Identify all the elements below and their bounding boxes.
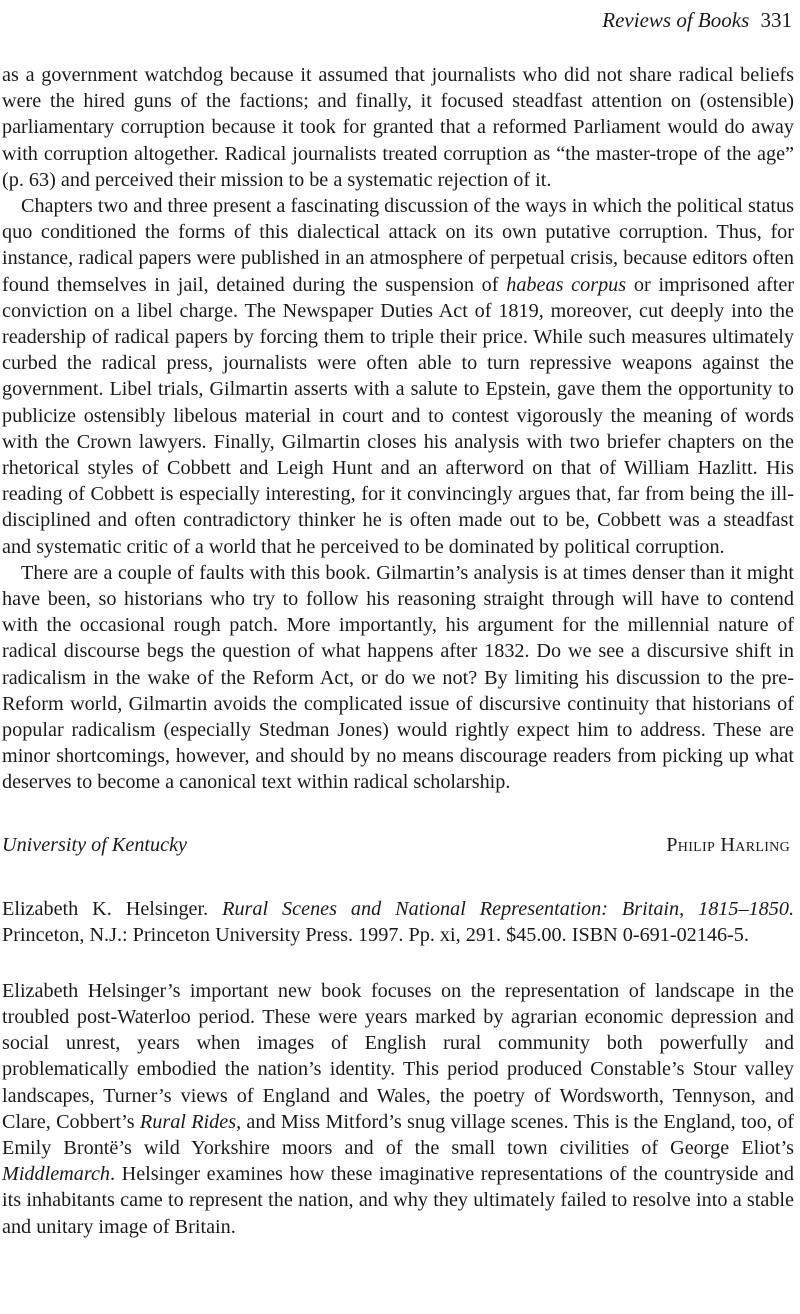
italic-title: Rural Rides xyxy=(139,1110,237,1133)
book-citation xyxy=(2,896,794,948)
italic-title: Middlemarch xyxy=(2,1163,111,1186)
page-number: 331 xyxy=(760,8,792,32)
paragraph-text: Chapters two and three present a fascinating discussion of the ways in which the political status quo conditioned the forms of this dialectical attack on its own putative corruption. Thus, for instance, radical papers were published in an atmosphere of perpetual crisis, because editors often found themselves in jail, detained during the suspension of xyxy=(2,195,794,296)
paragraph-text: or imprisoned after conviction on a libel charge. The Newspaper Duties Act of 1819, moreover, cut deeply into the readership of radical papers by forcing them to triple their price. While such measures ultimately curbed the radical press, journalists were often able to turn repressive weapons against the government. Libel trials, Gilmartin asserts with a salute to Epstein, gave them the opportunity to publicize ostensibly libelous material in court and to contest vigorously the meaning of words with the Crown lawyers. Finally, Gilmartin closes his analysis with two briefer chapters on the rhetorical styles of Cobbett and Leigh Hunt and an afterword on that of William Hazlitt. His reading of Cobbett is especially interesting, for it convincingly argues that, far from being the ill-disciplined and often contradictory thinker he is often made out to be, Cobbett was a steadfast and systematic critic of a world that he perceived to be dominated by political corruption. xyxy=(2,273,795,558)
review1-paragraph-1 xyxy=(2,62,794,193)
review1-paragraph-3 xyxy=(2,560,794,796)
reviewer-affiliation: University of Kentucky xyxy=(2,833,187,856)
review1-paragraph-2 xyxy=(2,193,794,560)
book-publication: Princeton, N.J.: Princeton University Press. 1997. Pp. xi, 291. $45.00. ISBN 0-691-02146-5. xyxy=(2,923,749,946)
page-body xyxy=(2,62,794,1240)
running-head xyxy=(602,6,792,34)
paragraph-text: , and Miss Mitford’s snug village scenes. This is the England, too, of Emily Brontë’s wild Yorkshire moors and of the small town civilities of George Eliot’s xyxy=(2,1110,795,1159)
book-title: Rural Scenes and National Representation: Britain, 1815–1850. xyxy=(222,897,794,920)
italic-term: habeas corpus xyxy=(506,273,627,296)
paragraph-text: There are a couple of faults with this book. Gilmartin’s analysis is at times denser than it might have been, so historians who try to follow his reasoning straight through will have to contend with the occasional rough patch. More importantly, his argument for the millennial nature of radical discourse begs the question of what happens after 1832. Do we see a discursive shift in radicalism in the wake of the Reform Act, or do we not? By limiting his discussion to the pre-Reform world, Gilmartin avoids the complicated issue of discursive continuity that historians of popular radicalism (especially Stedman Jones) would rightly expect him to address. These are minor shortcomings, however, and should by no means discourage readers from picking up what deserves to become a canonical text within radical scholarship. xyxy=(2,561,794,794)
review-signoff xyxy=(2,832,794,858)
reviewer-name: Philip Harling xyxy=(666,833,790,856)
running-head-title: Reviews of Books xyxy=(602,8,750,32)
paragraph-text: . Helsinger examines how these imaginative representations of the countryside and its inhabitants came to represent the nation, and why they ultimately failed to resolve into a stable and unitary image of Britain. xyxy=(2,1163,794,1238)
book-author: Elizabeth K. Helsinger. xyxy=(2,897,209,920)
paragraph-text: Elizabeth Helsinger’s important new book focuses on the representation of landscape in the troubled post-Waterloo period. These were years marked by agrarian economic depression and social unrest, years when images of English rural community both powerfully and problematically embodied the nation’s identity. This period produced Constable’s Stour valley landscapes, Turner’s views of England and Wales, the poetry of Wordsworth, Tennyson, and Clare, Cobbert’s xyxy=(2,979,794,1133)
review2-paragraph-1 xyxy=(2,978,794,1240)
paragraph-text: as a government watchdog because it assumed that journalists who did not share radical beliefs were the hired guns of the factions; and finally, it focused steadfast attention on (ostensible) parliamentary corruption because it took for granted that a reformed Parliament would do away with corruption altogether. Radical journalists treated corruption as “the master-trope of the age” (p. 63) and perceived their mission to be a systematic rejection of it. xyxy=(2,64,794,191)
